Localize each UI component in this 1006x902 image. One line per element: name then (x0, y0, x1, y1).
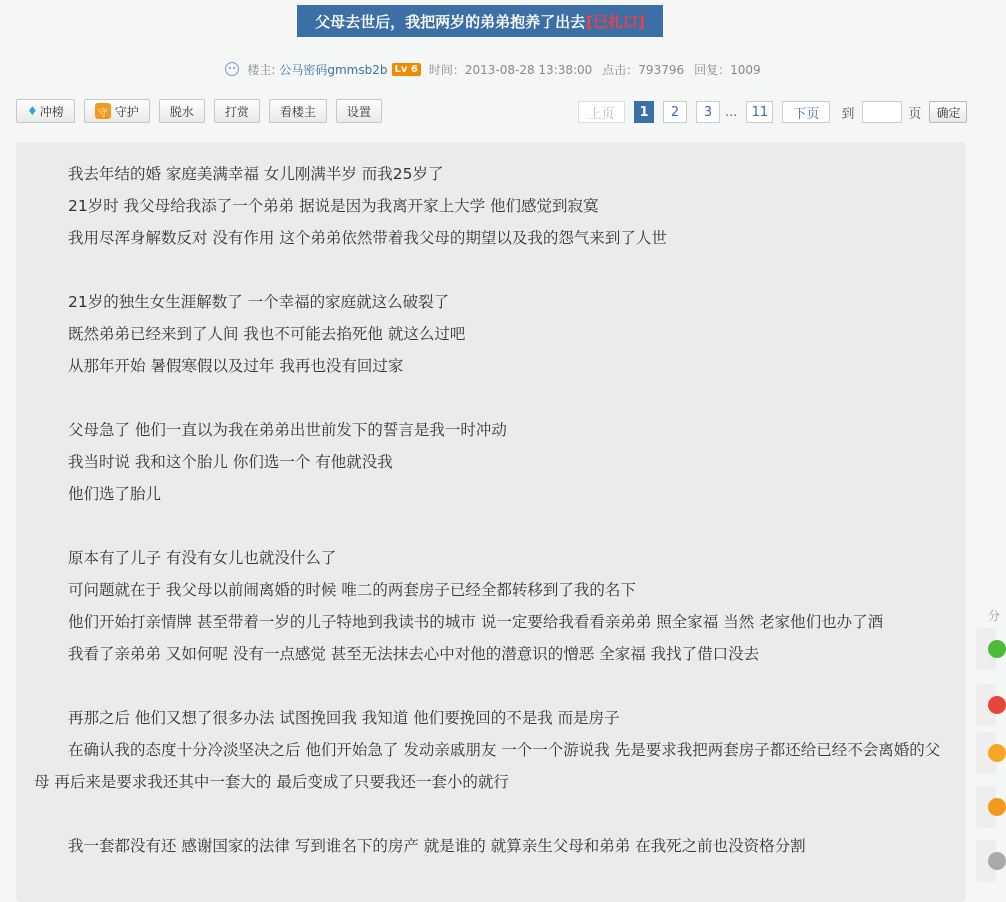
prev-page-button[interactable]: 上页 (578, 101, 625, 123)
reward-button[interactable]: 打赏 (214, 99, 260, 123)
blank-line (34, 382, 954, 414)
thread-toolbar (16, 99, 382, 123)
level-badge: Lv 6 (392, 63, 421, 76)
next-page-button[interactable]: 下页 (782, 101, 830, 123)
smiley-icon (225, 62, 239, 76)
blank-line (34, 798, 954, 830)
guard-button[interactable] (84, 99, 150, 123)
op-only-button[interactable]: 看楼主 (269, 99, 327, 123)
dehydrate-button[interactable]: 脱水 (159, 99, 205, 123)
post-line: 我一套都没有还 感谢国家的法律 写到谁名下的房产 就是谁的 就算亲生父母和弟弟 在我死之前也没资格分割 (68, 837, 806, 855)
post-line: 21岁的独生女生涯解数了 一个幸福的家庭就这么破裂了 (68, 293, 450, 311)
page-2-button[interactable]: 2 (663, 101, 687, 123)
thread-meta (0, 58, 996, 80)
post-line: 我用尽浑身解数反对 没有作用 这个弟弟依然带着我父母的期望以及我的怨气来到了人世 (68, 229, 667, 247)
goto-label: 到 (841, 106, 855, 122)
post-line: 他们选了胎儿 (68, 485, 162, 503)
rank-label: 冲榜 (39, 104, 64, 119)
guard-label: 守护 (114, 104, 139, 119)
post-content-area (16, 142, 966, 902)
weibo-share-icon-dot (988, 696, 1006, 714)
reply-count: 回复：1009 (694, 62, 761, 77)
author-link[interactable]: 公马密码gmmsb2b (279, 62, 388, 77)
reward-share-icon-dot (988, 744, 1006, 762)
post-line: 我看了亲弟弟 又如何呢 没有一点感觉 甚至无法抹去心中对他的潜意识的憎恶 全家福 我找了借口没去 (68, 645, 760, 663)
pagination-ellipsis: ... (725, 104, 738, 120)
click-count: 点击：793796 (602, 62, 685, 77)
star-share-icon[interactable] (976, 840, 996, 882)
post-line: 可问题就在于 我父母以前闹离婚的时候 唯二的两套房子已经全都转移到了我的名下 (68, 581, 636, 599)
rank-button[interactable] (16, 99, 75, 123)
wechat-share-icon-dot (988, 640, 1006, 658)
wechat-share-icon[interactable] (976, 628, 996, 670)
settings-button[interactable]: 设置 (336, 99, 382, 123)
thread-title-bar (297, 5, 663, 37)
post-time: 时间：2013-08-28 13:38:00 (428, 62, 593, 77)
post-line: 父母急了 他们一直以为我在弟弟出世前发下的誓言是我一时冲动 (68, 421, 507, 439)
star-share-icon-dot (988, 852, 1006, 870)
reward-share-icon[interactable] (976, 732, 996, 774)
blank-line (34, 670, 954, 702)
page-unit-label: 页 (908, 106, 922, 122)
thread-title: 父母去世后，我把两岁的弟弟抱养了出去 (315, 12, 586, 31)
bookmark-share-icon[interactable] (976, 786, 996, 828)
author-label: 楼主: (247, 62, 276, 77)
confirm-button[interactable]: 确定 (929, 101, 967, 123)
last-page-button[interactable]: 11 (746, 101, 773, 123)
post-body (34, 158, 954, 862)
share-label: 分 (988, 609, 1001, 623)
page-1-button[interactable]: 1 (634, 101, 654, 123)
floating-share-sidebar (976, 608, 1001, 894)
post-line: 我当时说 我和这个胎儿 你们选一个 有他就没我 (68, 453, 393, 471)
bookmark-share-icon-dot (988, 798, 1006, 816)
post-line: 从那年开始 暑假寒假以及过年 我再也没有回过家 (68, 357, 404, 375)
post-line: 在确认我的态度十分冷淡坚决之后 他们开始急了 发动亲戚朋友 一个一个游说我 先是要求我把两套房子都还给已经不会离婚的父母 再后来是要求我还其中一套大的 最后变成了只要我还一套小的就行 (34, 741, 941, 791)
post-line: 21岁时 我父母给我添了一个弟弟 据说是因为我离开家上大学 他们感觉到寂寞 (68, 197, 599, 215)
diamond-icon: ♦ (27, 104, 38, 118)
thread-status-tag: [已扎口] (586, 12, 645, 31)
pagination (578, 101, 967, 123)
post-line: 原本有了儿子 有没有女儿也就没什么了 (68, 549, 337, 567)
blank-line (34, 254, 954, 286)
post-line: 我去年结的婚 家庭美满幸福 女儿刚满半岁 而我25岁了 (68, 165, 444, 183)
post-line: 再那之后 他们又想了很多办法 试图挽回我 我知道 他们要挽回的不是我 而是房子 (68, 709, 620, 727)
page-jump-input[interactable] (862, 101, 902, 123)
post-line: 既然弟弟已经来到了人间 我也不可能去掐死他 就这么过吧 (68, 325, 466, 343)
post-line: 他们开始打亲情牌 甚至带着一岁的儿子特地到我读书的城市 说一定要给我看看亲弟弟 照全家福 当然 老家他们也办了酒 (68, 613, 884, 631)
blank-line (34, 510, 954, 542)
weibo-share-icon[interactable] (976, 684, 996, 726)
page-3-button[interactable]: 3 (696, 101, 720, 123)
shield-icon: 守 (95, 103, 111, 119)
